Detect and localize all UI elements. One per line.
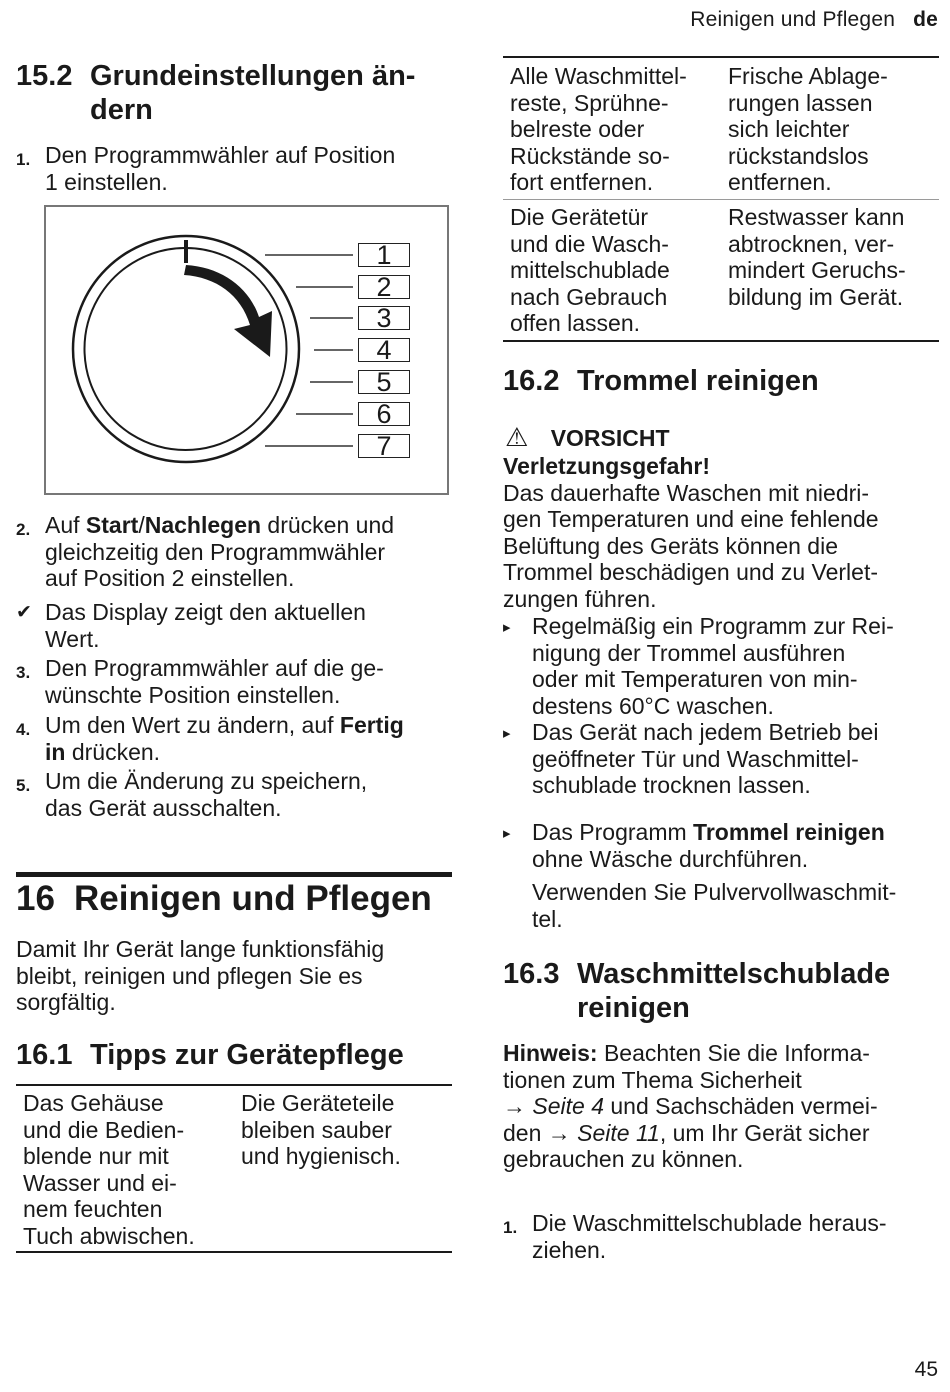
cell-line: bleiben sauber xyxy=(241,1116,392,1143)
dial-position-3: 3 xyxy=(358,306,410,330)
table-row-divider xyxy=(503,199,939,200)
dial-position-1: 1 xyxy=(358,243,410,267)
dial-position-2: 2 xyxy=(358,275,410,299)
program-dial-illustration xyxy=(44,205,449,495)
step-text-line1: Die Waschmittelschublade heraus- xyxy=(532,1210,887,1236)
intro-line3: sorgfältig. xyxy=(16,989,116,1015)
text: Das Programm xyxy=(532,819,694,845)
chapter-rule xyxy=(16,872,452,877)
caution-text-line: Belüftung des Geräts können die xyxy=(503,532,839,559)
step-number: 5. xyxy=(16,776,31,795)
chapter-title: Reinigen und Pflegen xyxy=(74,879,432,918)
cell-line: blende nur mit xyxy=(23,1143,169,1169)
step-text-line2: wünschte Position einstellen. xyxy=(45,681,341,708)
hint-line1 xyxy=(503,1040,943,1067)
cell-line: reste, Sprühne- xyxy=(510,89,669,116)
cell-line: und die Bedien- xyxy=(23,1116,185,1143)
text: und Sachschäden vermei- xyxy=(604,1093,878,1119)
step-2 xyxy=(16,512,456,592)
text: drücken und xyxy=(261,512,395,538)
step-text-line1: Um die Änderung zu speichern, xyxy=(45,768,368,794)
section-number: 15.2 xyxy=(16,60,73,92)
cell-line: Restwasser kann xyxy=(728,204,905,230)
care-tips-cell-benefit xyxy=(728,204,943,310)
care-tips-cell-action xyxy=(510,204,725,337)
cell-line: Rückstände so- xyxy=(510,142,670,169)
step-text-line1 xyxy=(45,712,465,739)
page-reference-link[interactable]: Seite 4 xyxy=(532,1093,604,1119)
cell-line: offen lassen. xyxy=(510,310,641,336)
care-tips-cell-benefit xyxy=(728,63,943,196)
cell-line: mindert Geruchs- xyxy=(728,257,906,283)
step-text-line2: gleichzeitig den Programmwähler xyxy=(45,538,386,565)
hint-line2: tionen zum Thema Sicherheit xyxy=(503,1066,802,1093)
intro-line2: bleibt, reinigen und pflegen Sie es xyxy=(16,962,363,989)
step-text-line1: Den Programmwähler auf die ge- xyxy=(45,655,384,681)
table-bottom-rule xyxy=(503,340,939,342)
section-title: Trommel reinigen xyxy=(577,365,819,397)
step-1 xyxy=(503,1210,943,1264)
bullet-text-line: geöffneter Tür und Waschmittel- xyxy=(532,745,859,772)
cell-line: bildung im Gerät. xyxy=(728,283,904,310)
bullet-text-line: oder mit Temperaturen von min- xyxy=(532,666,858,692)
step-text-line2: 1 einstellen. xyxy=(45,168,168,195)
separator: / xyxy=(138,512,145,538)
text: den xyxy=(503,1119,548,1146)
page-number: 45 xyxy=(914,1358,938,1381)
step-text-line1: Den Programmwähler auf Position xyxy=(45,142,396,168)
result-text-line1: Das Display zeigt den aktuellen xyxy=(45,599,366,625)
bullet-text-line: Regelmäßig ein Programm zur Rei- xyxy=(532,613,894,639)
caution-text-line: gen Temperaturen und eine fehlende xyxy=(503,506,879,532)
program-name: Trommel reinigen xyxy=(693,819,885,845)
bullet-text-line: Das Gerät nach jedem Betrieb bei xyxy=(532,719,879,745)
cell-line: sich leichter xyxy=(728,116,850,142)
cell-line: fort entfernen. xyxy=(510,169,654,195)
table-top-rule xyxy=(503,56,939,58)
bullet-arrow-icon: ▸ xyxy=(503,725,511,742)
cell-line: rungen lassen xyxy=(728,89,873,116)
dial-position-5: 5 xyxy=(358,370,410,394)
step-text-line2 xyxy=(45,739,465,766)
cell-line: Die Geräteteile xyxy=(241,1090,395,1116)
step-number: 2. xyxy=(16,520,31,539)
button-name-fertig: Fertig xyxy=(339,712,404,738)
hint-line5: gebrauchen zu können. xyxy=(503,1146,744,1172)
cell-line: abtrocknen, ver- xyxy=(728,230,895,257)
caution-notice xyxy=(503,422,943,612)
step-text-line2: ziehen. xyxy=(532,1236,607,1263)
caution-text-line: zungen führen. xyxy=(503,585,657,612)
text: Auf xyxy=(45,512,86,538)
page-reference-link[interactable]: Seite 11 xyxy=(577,1119,660,1146)
cell-line: Wasser und ei- xyxy=(23,1169,177,1196)
arrow-icon: → xyxy=(503,1093,526,1119)
bullet-note-line: Verwenden Sie Pulvervollwaschmit- xyxy=(532,879,897,905)
cell-line: Die Gerätetür xyxy=(510,204,649,230)
table-bottom-rule xyxy=(16,1251,452,1253)
section-16-2-heading xyxy=(503,364,943,398)
caution-hazard: Verletzungsgefahr! xyxy=(503,453,711,479)
cell-line: Das Gehäuse xyxy=(23,1090,164,1116)
header-language: de xyxy=(913,8,938,31)
step-text-line2: das Gerät ausschalten. xyxy=(45,794,282,821)
step-number: 1. xyxy=(16,150,31,169)
text: Um den Wert zu ändern, auf xyxy=(45,712,340,738)
bullet-item xyxy=(503,719,943,799)
cell-line: Frische Ablage- xyxy=(728,63,888,89)
care-tips-cell-action xyxy=(23,1090,233,1249)
dial-position-6: 6 xyxy=(358,402,410,426)
cell-line: nem feuchten xyxy=(23,1196,163,1222)
section-16-3-heading xyxy=(503,957,943,1024)
button-name-nachlegen: Nachlegen xyxy=(144,512,262,538)
care-tips-cell-benefit xyxy=(241,1090,451,1170)
cell-line: mittelschublade xyxy=(510,257,670,283)
text: drücken. xyxy=(65,738,161,765)
cell-line: nach Gebrauch xyxy=(510,283,668,310)
cell-line: belreste oder xyxy=(510,116,645,142)
running-header xyxy=(690,8,938,32)
section-number: 16.3 xyxy=(503,958,560,990)
header-section-title: Reinigen und Pflegen xyxy=(690,8,896,31)
section-title-line1: Grundeinstellungen än- xyxy=(90,60,416,92)
arrow-icon: → xyxy=(547,1119,571,1146)
section-number: 16.2 xyxy=(503,365,560,397)
hint-label: Hinweis: xyxy=(503,1040,598,1066)
section-title-line2: reinigen xyxy=(577,992,690,1024)
section-15-2-heading xyxy=(16,59,456,126)
result-text-line2: Wert. xyxy=(45,625,100,652)
bullet-item xyxy=(503,819,943,934)
text: , um Ihr Gerät sicher xyxy=(659,1119,870,1146)
section-16-1-heading xyxy=(16,1038,456,1072)
step-1 xyxy=(16,142,456,196)
text: Beachten Sie die Informa- xyxy=(597,1040,870,1066)
section-title-line1: Waschmittelschublade xyxy=(577,958,891,990)
hint-line4 xyxy=(503,1120,943,1147)
bullet-text-line: destens 60°C waschen. xyxy=(532,692,774,719)
cell-line: und die Wasch- xyxy=(510,230,669,257)
section-title-line2: dern xyxy=(90,94,153,126)
step-4 xyxy=(16,712,456,766)
intro-line1: Damit Ihr Gerät lange funktionsfähig xyxy=(16,936,385,962)
bullet-arrow-icon: ▸ xyxy=(503,825,511,842)
bullet-text-line: schublade trocknen lassen. xyxy=(532,772,811,798)
button-name-in: in xyxy=(45,738,66,765)
caution-text-line: Das dauerhafte Waschen mit niedri- xyxy=(503,479,870,506)
step-3 xyxy=(16,655,456,709)
bullet-note-line: tel. xyxy=(532,905,563,932)
section-title: Tipps zur Gerätepflege xyxy=(90,1039,404,1071)
bullet-text-line: nigung der Trommel ausführen xyxy=(532,639,846,666)
chapter-number: 16 xyxy=(16,879,55,918)
caution-text-line: Trommel beschädigen und zu Verlet- xyxy=(503,559,879,585)
button-name-start: Start xyxy=(85,512,139,538)
step-number: 4. xyxy=(16,720,31,739)
caution-header xyxy=(503,422,943,453)
cell-line: rückstandslos xyxy=(728,142,869,169)
step-text-line3: auf Position 2 einstellen. xyxy=(45,565,295,591)
dial-inner-ring xyxy=(85,248,287,450)
chapter-16-heading xyxy=(16,879,456,919)
cell-line: Tuch abwischen. xyxy=(23,1222,195,1249)
cell-line: entfernen. xyxy=(728,169,832,195)
warning-triangle-icon: ⚠ xyxy=(505,422,529,452)
bullet-item xyxy=(503,613,943,721)
hint-line3 xyxy=(503,1093,943,1120)
section-number: 16.1 xyxy=(16,1039,73,1071)
check-icon: ✔ xyxy=(16,602,32,623)
table-top-rule xyxy=(16,1084,452,1086)
bullet-text-line: ohne Wäsche durchführen. xyxy=(532,845,809,872)
cell-line: Alle Waschmittel- xyxy=(510,63,687,89)
care-tips-cell-action xyxy=(510,63,725,196)
hint-paragraph xyxy=(503,1040,943,1173)
step-result xyxy=(16,599,456,653)
caution-label: VORSICHT xyxy=(550,425,670,451)
dial-position-7: 7 xyxy=(358,434,410,458)
step-5 xyxy=(16,768,456,822)
dial-position-4: 4 xyxy=(358,338,410,362)
chapter-intro xyxy=(16,936,456,1016)
bullet-arrow-icon: ▸ xyxy=(503,619,511,636)
cell-line: und hygienisch. xyxy=(241,1143,401,1169)
step-number: 3. xyxy=(16,663,31,682)
bullet-text-line xyxy=(532,819,947,846)
step-number: 1. xyxy=(503,1218,518,1237)
step-text-line1 xyxy=(45,512,465,539)
